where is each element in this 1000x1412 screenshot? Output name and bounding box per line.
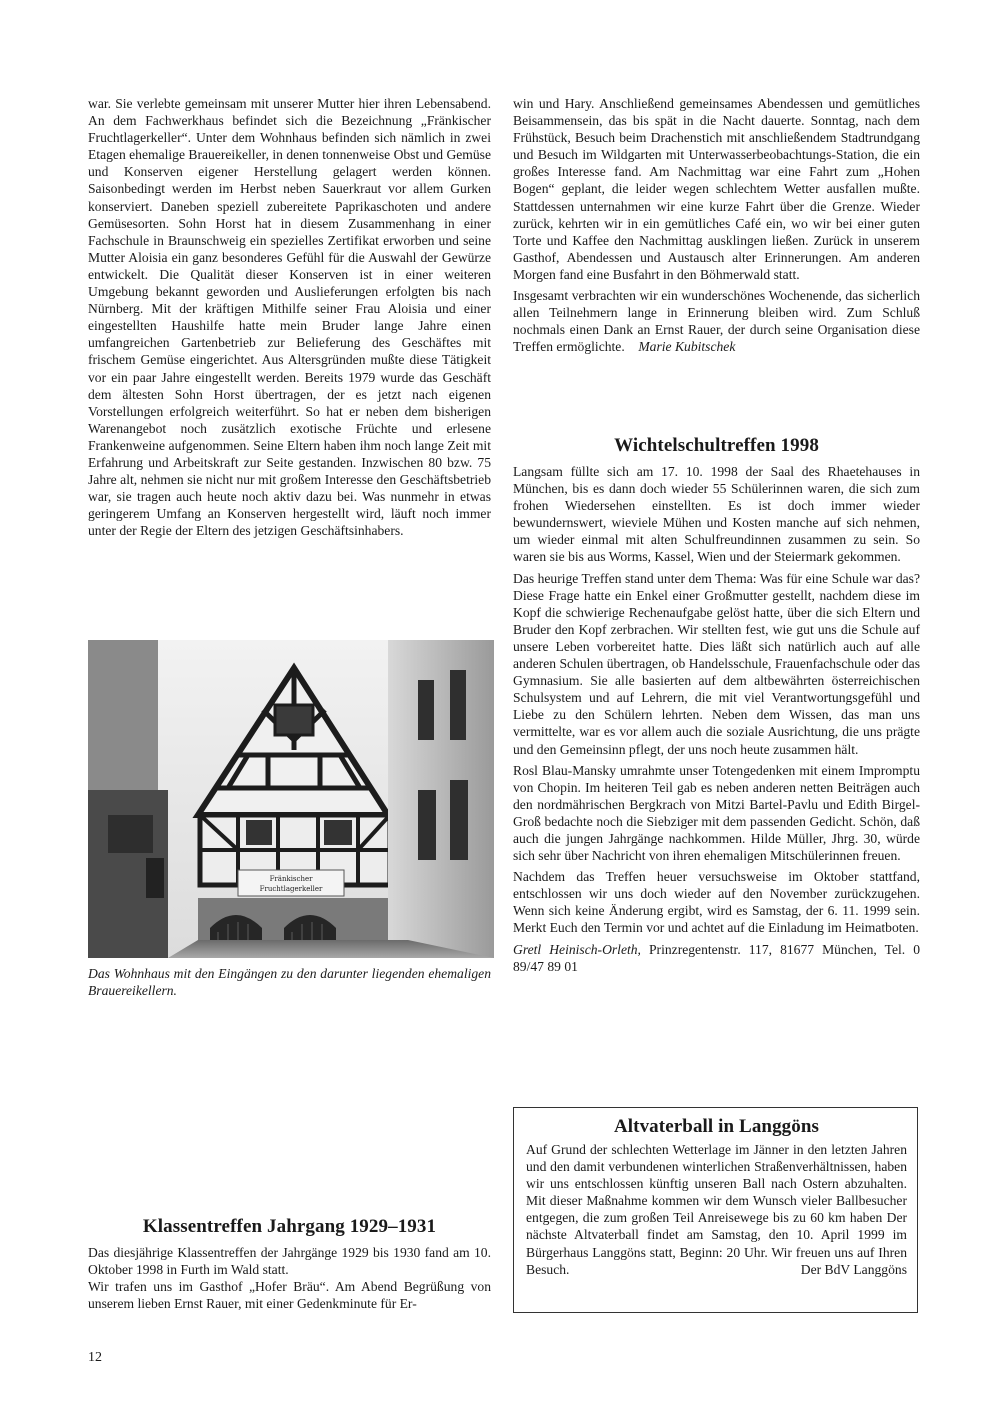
article-paragraph: Das heurige Treffen stand unter dem Thema: Was für eine Schule war das? Diese Frage hatte ein Enkel einer Großmutter gestellt, nachdem diese im Kopf die schwierige Rechenaufgabe gelöst hatte, über die sich Eltern und Bruder den Kopf zerbrachen. Wir stellten fest, wie gut uns die Schule auf unsere Leben vorbereitet hatte. Dies läßt sich natürlich auch auf alle anderen Schulen übertragen, ob Handelsschule, Frauenfachschule oder das Gymnasium. Sie alle basierten auf dem altbewährten österreichischen Schulsystem und auf Lehrern, die mit viel Verantwortungsgefühl und Liebe zu den Schülern lehrten. Neben dem Wissen, das man uns vermittelte, war es vor allem auch die soziale Ausrichtung, die uns prägte und den Gemeinsinn pflegt, der uns noch heute zusammen hält. xyxy=(513,570,920,757)
altvaterball-body xyxy=(526,1141,907,1278)
article-paragraph: Das diesjährige Klassentreffen der Jahrgänge 1929 bis 1930 fand am 10. Oktober 1998 in Furth im Wald statt. xyxy=(88,1245,491,1278)
page-number: 12 xyxy=(88,1350,102,1365)
altvaterball-heading: Altvaterball in Langgöns xyxy=(613,1116,820,1137)
article-paragraph: war. Sie verlebte gemeinsam mit unserer Mutter hier ihren Lebensabend. An dem Fachwerkhaus befindet sich die Bezeichnung „Fränkischer Fruchtlagerkeller“. Unter dem Wohnhaus befinden sich nämlich in zwei Etagen ehemalige Brauereikeller, in denen tonnenweise Obst und Gemüse und Konserven eigener Herstellung gelagert werden können. Saisonbedingt werden im Herbst neben Sauerkraut vor allem Gurken konserviert. Daneben speziell zubereitete Paprikaschoten und andere Gemüsesorten. Sohn Horst hat in diesem Zusammenhang in einer Fachschule in Braunschweig ein spezielles Zertifikat erworben und seine Mutter Aloisia ein ganz besonderes Gefühl für die Auswahl der Gewürze entwickelt. Die Qualität dieser Konserven ist in einer weiteren Umgebung bekannt geworden und Auslieferungen erfolgten bis nach Nürnberg. Mit der kräftigen Mithilfe seiner Frau Aloisia und einer eingestellten Haushilfe hatte mein Bruder lange Jahre einen umfangreichen Gartenbetrieb zur Belieferung des Geschäftes mit frischem Gemüse eingerichtet. Aus Altersgründen mußte diese Tätigkeit vor ein paar Jahre eingestellt werden. Bereits 1979 wurde das Geschäft dem ältesten Sohn Horst übertragen, der es jetzt nach eigenen Vorstellungen erfolgreich weiterführt. So hat er neben dem bisherigen Warenangebot noch zusätzlich exotische Früchte und erlesene Frankenweine aufgenommen. Seine Eltern haben ihm noch lange Zeit mit Erfahrung und Arbeitskraft zur Seite gestanden. Inzwischen 80 bzw. 75 Jahre alt, nehmen sie nicht nur mit großem Interesse den Geschäftsbetrieb war, sie tragen auch heute noch aktiv dazu bei. Was nunmehr in etwas geringerem Umfang an Konserven hergestellt wird, läuft noch immer unter der Regie der Eltern des jetzigen Geschäftsinhabers. xyxy=(88,96,491,539)
altvaterball-box xyxy=(513,1107,918,1313)
author-address: Prinzregentenstr. 117, 81677 München, Tel. 0 89/47 89 01 xyxy=(513,941,920,974)
article-paragraph: Langsam füllte sich am 17. 10. 1998 der Saal des Rhaetehauses in München, bis es dann doch wieder 55 Schülerinnen waren, die sich zum frohen Wiedersehen einstellten. Es ist doch immer wieder bewundernswert, wieviele Mühen und Kosten manche auf sich nehmen, um wieder einmal mit alten Schulfreundinnen zusammen zu sein. So waren sie bis aus Worms, Kassel, Wien und der Steiermark gekommen. xyxy=(513,464,920,565)
article-paragraph xyxy=(513,287,920,355)
photo-sign-line1: Fränkischer xyxy=(269,875,313,883)
wichtelschultreffen-article xyxy=(513,435,920,979)
article-paragraph: Wir trafen uns im Gasthof „Hofer Bräu“. Am Abend Begrüßung von unserem lieben Ernst Rauer, mit einer Gedenkminute für Er- xyxy=(88,1279,491,1312)
photo-caption: Das Wohnhaus mit den Eingängen zu den darunter liegenden ehemaligen Brauereikellern. xyxy=(88,966,491,999)
article-paragraph: Rosl Blau-Mansky umrahmte unser Totengedenken mit einem Impromptu von Chopin. Im heiteren Teil gab es neben anderen netten Beiträgen auch den nordmährischen Bergkrach von Mitzi Bartel-Pavlu und Edith Birgel-Groß bedachte noch die Siebziger mit dem passenden Gedicht. Schön, daß auch die jungen Jahrgänge nachkommen. Hilde Müller, Jhrg. 30, würde sich sehr über Nachricht von ihren ehemaligen Mitschülerinnen freuen. xyxy=(513,762,920,864)
photo-sign-line2: Fruchtlagerkeller xyxy=(259,885,323,893)
klassentreffen-article xyxy=(88,1216,491,1312)
author-signature: Marie Kubitschek xyxy=(638,339,736,355)
article-paragraph: win und Hary. Anschließend gemeinsames Abendessen und gemütliches Beisammensein, das bis spät in die Nacht dauerte. Sonntag, nach dem Frühstück, Besuch beim Drachenstich mit anschließendem Stadtrundgang und Besuch im Wildgarten mit Unterwasserbeobachtungs-Station, die ein großes Interesse fand. Am Nachmittag war eine Fahrt zum „Hohen Bogen“ geplant, die leider wegen schlechtem Wetter ausfallen mußte. Stattdessen unternahmen wir eine kurze Fahrt über die Grenze. Wieder zurück, kehrten wir in ein gemütliches Café ein, wo wir bei einer guten Torte und Kaffee den Nachmittag ausklingen ließen. Zurück in unserem Gasthof, Abendessen und Austausch alter Erinnerungen. Am anderen Morgen fand eine Busfahrt in den Böhmerwald statt. xyxy=(513,96,920,282)
wichtel-heading: Wichtelschultreffen 1998 xyxy=(614,435,819,456)
altvaterball-author: Der BdV Langgöns xyxy=(800,1261,907,1277)
altvaterball-text: Auf Grund der schlechten Wetterlage im Jänner in den letzten Jahren und den damit verbundenen winterlichen Straßenverhältnissen, haben wir uns entschlossen künftig unseren Ball nach Ostern abzuhalten. Mit dieser Maßnahme kommen wir dem Wunsch vieler Ballbesucher entgegen, die zum großen Teil Anreisewege bis zu 60 km haben Der nächste Altvaterball findet am Samstag, den 10. April 1999 im Bürgerhaus Langgöns statt, Beginn: 20 Uhr. Wir freuen uns auf Ihren Besuch. xyxy=(526,1142,907,1277)
article-paragraph: Nachdem das Treffen heuer versuchsweise im Oktober stattfand, entschlossen wir uns doch wieder auf den November zurückzugehen. Wenn sich keine Änderung ergibt, wird es Samstag, der 6. 11. 1999 sein. Merkt Euch den Termin vor und achtet auf die Einladung im Heimatboten. xyxy=(513,869,920,936)
article-text: Insgesamt verbrachten wir ein wunderschönes Wochenende, das sicherlich allen Teilnehmern lange in Erinnerung bleiben wird. Zum Schluß nochmals einen Dank an Ernst Rauer, der durch seine Organisation diese Treffen ermöglichte. xyxy=(513,288,920,355)
author-name: Gretl Heinisch-Orleth, xyxy=(513,941,641,957)
klassentreffen-heading: Klassentreffen Jahrgang 1929–1931 xyxy=(142,1216,437,1237)
half-timbered-house-photo xyxy=(88,640,494,958)
left-column-article xyxy=(88,95,491,543)
author-line xyxy=(513,941,920,975)
right-column-continuation xyxy=(513,95,920,359)
